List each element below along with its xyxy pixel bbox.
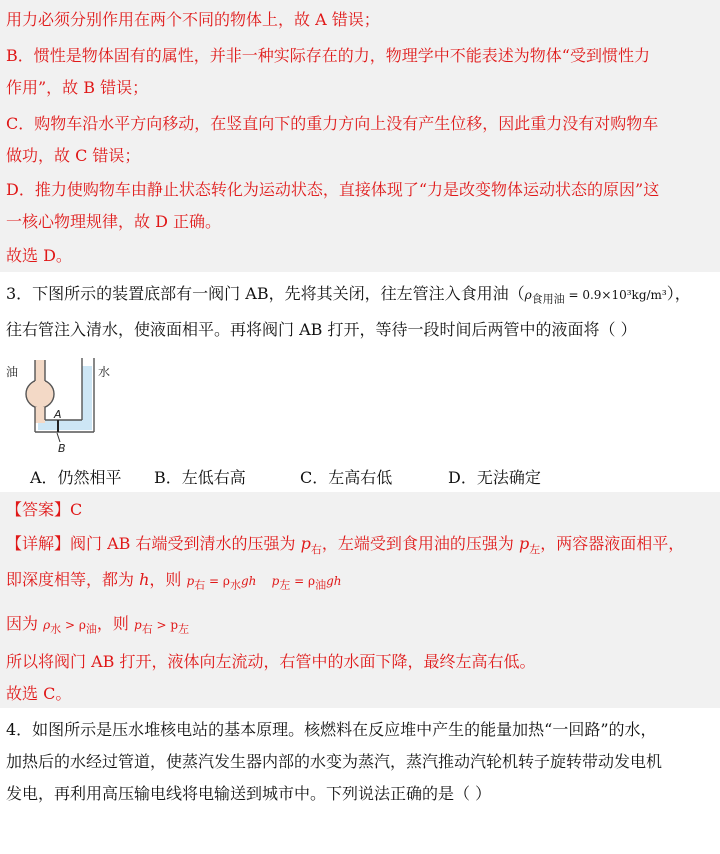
- solution-line: 做功，故 C 错误；: [6, 146, 141, 165]
- detail-result: 所以将阀门 AB 打开，液体向左流动，右管中的水面下降，最终左高右低。: [6, 652, 536, 671]
- question-3-stem-line2: 往右管注入清水，使液面相平。再将阀门 AB 打开，等待一段时间后两管中的液面将（ ）: [6, 320, 637, 339]
- solution-line: 一核心物理规律，故 D 正确。: [6, 212, 222, 231]
- detail-tag: 【详解】: [6, 534, 71, 553]
- figure-label-a: A: [54, 408, 62, 421]
- solution-line: D．推力使购物车由静止状态转化为运动状态，直接体现了“力是改变物体运动状态的原因”这: [6, 180, 660, 199]
- question-3-stem: 3．下图所示的装置底部有一阀门 AB，先将其关闭，往左管注入食用油$(\rho_{食用油} = 0.9\times 10^3kg/m^3)$，: [6, 284, 691, 306]
- question-4-line: 发电，再利用高压输电线将电输送到城市中。下列说法正确的是（ ）: [6, 784, 492, 803]
- option-d[interactable]: D．无法确定: [448, 468, 541, 487]
- question-4-line: 4．如图所示是压水堆核电站的基本原理。核燃料在反应堆中产生的能量加热“一回路”的水，: [6, 720, 657, 739]
- question-3-stem-text: 3．下图所示的装置底部有一阀门 AB，先将其关闭，往左管注入食用油（: [6, 284, 525, 303]
- pressure-formula-left: $p_左 = \rho_油gh$: [271, 574, 342, 592]
- answer-value: C: [70, 500, 83, 519]
- detail-line-2: 即深度相等，都为 h，则 $p_右 = \rho_水gh$ $p_左 = \rho_油gh$: [6, 570, 342, 592]
- solution-conclusion: 故选 D。: [6, 246, 72, 265]
- figure-label-b: B: [58, 442, 66, 455]
- answer-tag: 【答案】: [6, 500, 71, 519]
- detail-line-1: 【详解】阀门 AB 右端受到清水的压强为 $p_右$，左端受到食用油的压强为 $p_左$，两容器液面相平，: [6, 534, 685, 557]
- solution-line: C．购物车沿水平方向移动，在竖直向下的重力方向上没有产生位移，因此重力没有对购物车: [6, 114, 659, 133]
- oil-density-formula: $\rho_{食用油} = 0.9\times 10^3kg/m^3$: [524, 288, 667, 306]
- solution-line: B．惯性是物体固有的属性，并非一种实际存在的力，物理学中不能表述为物体“受到惯性力: [6, 46, 650, 65]
- option-a[interactable]: A．仍然相平: [30, 468, 122, 487]
- detail-line-3: 因为 $\rho_水 > \rho_油$，则 $p_右 > p_左$: [6, 614, 190, 636]
- pressure-formula-right: $p_右 = \rho_水gh$: [186, 574, 257, 592]
- container-valve-figure: [6, 354, 111, 455]
- solution-line: 用力必须分别作用在两个不同的物体上，故 A 错误；: [6, 10, 380, 29]
- option-c[interactable]: C．左高右低: [300, 468, 393, 487]
- figure-label-oil: 油: [6, 365, 19, 379]
- figure-label-water: 水: [98, 365, 111, 379]
- answer-line: [0, 494, 720, 526]
- detail-conclusion: 故选 C。: [6, 684, 72, 703]
- density-comparison: $\rho_水 > \rho_油$: [43, 618, 97, 636]
- question-4-line: 加热后的水经过管道，使蒸汽发生器内部的水变为蒸汽，蒸汽推动汽轮机转子旋转带动发电机: [6, 752, 663, 771]
- option-b[interactable]: B．左低右高: [154, 468, 246, 487]
- solution-line: 作用”，故 B 错误；: [6, 78, 149, 97]
- pressure-comparison: $p_右 > p_左$: [134, 618, 190, 636]
